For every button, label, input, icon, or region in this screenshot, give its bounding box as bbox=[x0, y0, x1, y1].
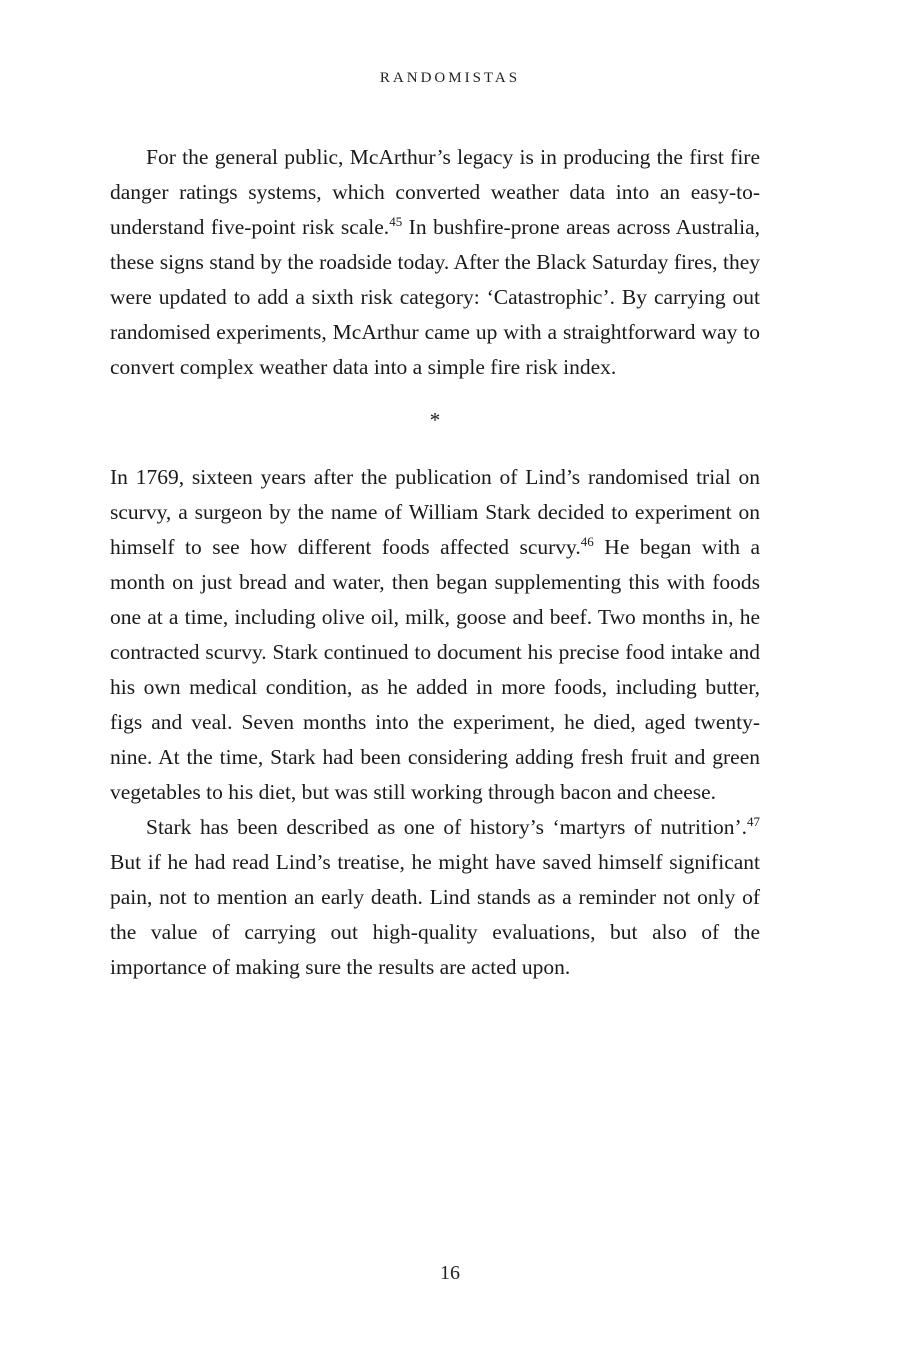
footnote-ref-47: 47 bbox=[747, 813, 760, 829]
running-header: RANDOMISTAS bbox=[379, 70, 521, 86]
footnote-ref-45: 45 bbox=[389, 213, 403, 229]
paragraph-william-stark bbox=[110, 460, 760, 810]
paragraph-text: But if he had read Lind’s treatise, he might have saved himself significant pain, not to mention an early death. Lind stands as a reminder not only of the value of carrying out high-quality evaluations, but also of the importance of making sure the results are acted upon. bbox=[110, 850, 760, 979]
paragraph-text: For the general public, McArthur’s legacy is in producing the first fire danger ratings systems, which converted weather data into an easy-to-understand five-point risk scale. bbox=[110, 145, 760, 239]
paragraph-text: In bushfire-prone areas across Australia, these signs stand by the roadside today. After the Black Saturday fires, they were updated to add a sixth risk category: ‘Catastrophic’. By carrying out randomised experiments, McArthur came up with a straightforward way to convert complex weather data into a simple fire risk index. bbox=[110, 215, 760, 379]
paragraph-martyrs-of-nutrition bbox=[110, 810, 760, 985]
paragraph-text: He began with a month on just bread and water, then began supplementing this with foods one at a time, including olive oil, milk, goose and beef. Two months in, he contracted scurvy. Stark continued to document his precise food intake and his own medical condition, as he added in more foods, including butter, figs and veal. Seven months into the experiment, he died, aged twenty-nine. At the time, Stark had been considering adding fresh fruit and green vegetables to his diet, but was still working through bacon and cheese. bbox=[110, 535, 761, 804]
paragraph-text: Stark has been described as one of history’s ‘martyrs of nutrition’. bbox=[146, 815, 747, 839]
paragraph-text: In 1769, sixteen years after the publication of Lind’s randomised trial on scurvy, a surgeon by the name of William Stark decided to experiment on himself to see how different foods affected scurvy. bbox=[110, 465, 760, 559]
body-text bbox=[110, 140, 760, 985]
paragraph-fire-danger bbox=[110, 140, 760, 385]
page-number: 16 bbox=[440, 1262, 460, 1284]
footnote-ref-46: 46 bbox=[580, 533, 594, 549]
section-break: * bbox=[429, 408, 441, 432]
